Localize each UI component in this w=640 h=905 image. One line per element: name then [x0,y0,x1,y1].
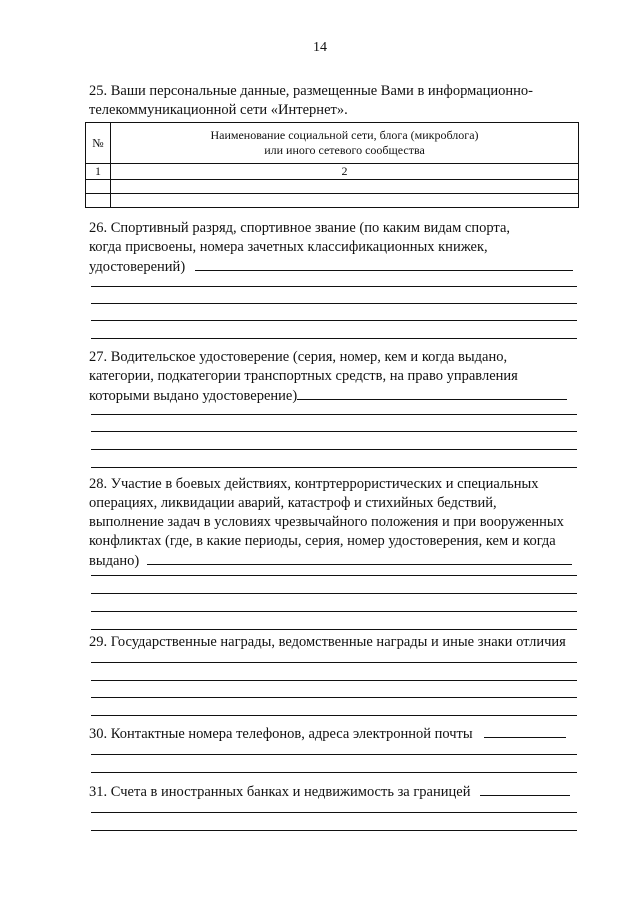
question-26-answer-field[interactable] [195,257,573,271]
answer-line[interactable] [91,593,577,594]
question-25 [89,82,584,120]
question-28-answer-field[interactable] [147,551,572,565]
question-30-line1-row [89,724,584,744]
table-row[interactable] [86,194,579,208]
question-26-line3: удостоверений) [89,259,186,275]
table-cell[interactable] [86,180,111,194]
answer-line[interactable] [91,629,577,630]
table-cell[interactable] [111,194,579,208]
answer-line[interactable] [91,611,577,612]
question-27-line3: которыми выдано удостоверение) [89,388,298,404]
question-27-answer-field[interactable] [297,386,567,400]
answer-line[interactable] [91,680,577,681]
answer-line[interactable] [91,449,577,450]
answer-line[interactable] [91,414,577,415]
question-26-line2: когда присвоены, номера зачетных классификационных книжек, [89,239,488,255]
answer-line[interactable] [91,830,577,831]
page-number: 14 [313,40,327,55]
answer-line[interactable] [91,772,577,773]
answer-line[interactable] [91,754,577,755]
question-31-line1: 31. Счета в иностранных банках и недвижимость за границей [89,784,471,800]
question-28-line4: конфликтах (где, в какие периоды, серия, номер удостоверения, кем и когда [89,533,556,549]
social-networks-table [85,122,579,208]
question-30-answer-field[interactable] [484,724,566,738]
question-29-line1: 29. Государственные награды, ведомственные награды и иные знаки отличия [89,634,566,650]
question-26-line1: 26. Спортивный разряд, спортивное звание (по каким видам спорта, [89,220,511,236]
question-31 [89,782,584,802]
question-27-line2: категории, подкатегории транспортных средств, на право управления [89,368,518,384]
question-28-line1: 28. Участие в боевых действиях, контртеррористических и специальных [89,476,539,492]
answer-line[interactable] [91,467,577,468]
question-31-line1-row [89,782,584,802]
question-28 [89,475,584,571]
question-25-line1: 25. Ваши персональные данные, размещенные Вами в информационно- [89,83,533,99]
question-31-answer-field[interactable] [480,782,570,796]
table-cell[interactable] [111,180,579,194]
answer-line[interactable] [91,697,577,698]
question-28-line5: выдано) [89,553,140,569]
question-28-line5-row [89,551,584,571]
question-30 [89,724,584,744]
table-index-col2: 2 [111,164,579,180]
answer-line[interactable] [91,303,577,304]
table-header-name-line2: или иного сетевого сообщества [264,143,425,157]
answer-line[interactable] [91,662,577,663]
answer-line[interactable] [91,431,577,432]
table-header-name [111,123,579,164]
question-30-line1: 30. Контактные номера телефонов, адреса электронной почты [89,726,473,742]
answer-line[interactable] [91,812,577,813]
question-28-line3: выполнение задач в условиях чрезвычайного положения и при вооруженных [89,514,564,530]
table-header-row [86,123,579,164]
question-26 [89,219,584,277]
question-29 [89,633,584,652]
answer-line[interactable] [91,338,577,339]
table-header-number: № [86,123,111,164]
question-27 [89,348,584,406]
table-header-name-line1: Наименование социальной сети, блога (микроблога) [210,128,479,142]
answer-line[interactable] [91,575,577,576]
question-27-line1: 27. Водительское удостоверение (серия, номер, кем и когда выдано, [89,349,508,365]
question-28-line2: операциях, ликвидации аварий, катастроф и стихийных бедствий, [89,495,497,511]
table-cell[interactable] [86,194,111,208]
answer-line[interactable] [91,715,577,716]
table-index-row [86,164,579,180]
answer-line[interactable] [91,286,577,287]
question-27-line3-row [89,386,584,406]
question-25-line2: телекоммуникационной сети «Интернет». [89,102,348,118]
answer-line[interactable] [91,320,577,321]
table-row[interactable] [86,180,579,194]
question-26-line3-row [89,257,584,277]
table-index-col1: 1 [86,164,111,180]
